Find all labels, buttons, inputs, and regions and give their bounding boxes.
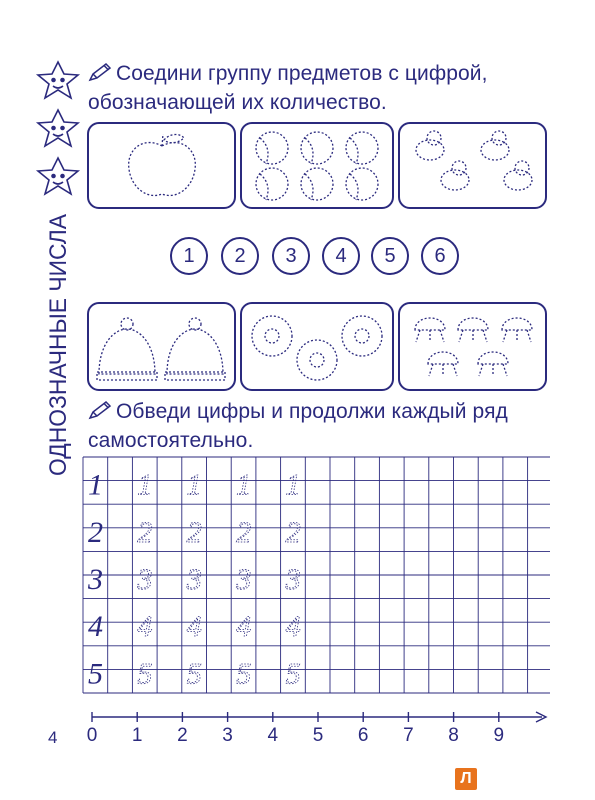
picture-box-apple[interactable]: [87, 122, 236, 209]
number-circle-2[interactable]: 2: [221, 237, 259, 275]
number-line-label: 1: [131, 725, 143, 746]
publisher-logo: Л: [455, 768, 477, 790]
grid-digit-trace: 2: [285, 515, 301, 549]
number-line-label: 0: [86, 725, 98, 746]
grid-digit-trace: 5: [137, 657, 153, 691]
number-line-label: 3: [222, 725, 233, 746]
grid-digit-trace: 4: [285, 610, 301, 644]
grid-digit-trace: 3: [285, 563, 301, 596]
number-circle-6[interactable]: 6: [421, 237, 459, 275]
grid-digit-trace: 4: [137, 610, 153, 644]
number-line-label: 8: [448, 725, 459, 746]
number-circle-3[interactable]: 3: [272, 237, 310, 275]
number-line-label: 2: [177, 725, 188, 746]
side-title-text: ОДНОЗНАЧНЫЕ ЧИСЛА: [45, 210, 72, 476]
apple-icon: [89, 124, 234, 207]
grid-digit-trace: 2: [137, 515, 153, 549]
star-icon: [38, 158, 78, 194]
number-line-label: 6: [357, 725, 369, 746]
picture-box-balls[interactable]: [240, 122, 394, 209]
picture-box-hats[interactable]: [87, 302, 236, 391]
number-line-label: 4: [267, 725, 279, 746]
star-icon: [38, 62, 78, 98]
task1-line2: обозначающей их количество.: [88, 91, 387, 114]
grid-digit-trace: 4: [236, 610, 252, 644]
grid-digit-trace: 2: [186, 515, 202, 549]
grid-digit-sample: 2: [88, 515, 103, 549]
task2-line2: самостоятельно.: [88, 429, 254, 452]
balls-icon: [242, 124, 392, 207]
task2-line1: Обведи цифры и продолжи каждый ряд: [116, 400, 508, 423]
star-icon: [38, 110, 78, 146]
page-number: 4: [48, 728, 58, 747]
picture-box-donuts[interactable]: [240, 302, 394, 391]
grid-digit-trace: 4: [186, 610, 202, 644]
jellyfish-icon: [400, 304, 545, 389]
task2-pencil-icon: [88, 400, 112, 425]
grid-digit-trace: 1: [186, 468, 202, 502]
number-line-label: 5: [312, 725, 324, 746]
grid-digit-trace: 5: [186, 657, 202, 691]
number-circle-5[interactable]: 5: [371, 237, 409, 275]
grid-digit-sample: 3: [88, 563, 103, 596]
grid-digit-trace: 1: [236, 468, 252, 502]
grid-digit-trace: 5: [236, 657, 252, 691]
grid-digit-trace: 3: [186, 563, 202, 596]
grid-digit-sample: 1: [88, 468, 103, 502]
hats-icon: [89, 304, 234, 389]
grid-digit-trace: 3: [137, 563, 153, 596]
side-title: [20, 210, 80, 480]
grid-digit-trace: 5: [285, 657, 301, 691]
task1-line1: Соедини группу предметов с цифрой,: [116, 62, 488, 85]
picture-box-birds[interactable]: [398, 122, 547, 209]
number-line: [80, 705, 555, 750]
star-decorations: [28, 58, 88, 198]
writing-grid[interactable]: [80, 455, 550, 695]
grid-digit-trace: 3: [236, 563, 252, 596]
grid-digit-sample: 5: [88, 657, 103, 691]
picture-box-jellyfish[interactable]: [398, 302, 547, 391]
number-line-label: 7: [403, 725, 414, 746]
grid-digit-trace: 1: [285, 468, 301, 502]
task1-pencil-icon: [88, 62, 112, 87]
donuts-icon: [242, 304, 392, 389]
grid-digit-sample: 4: [88, 610, 103, 644]
number-line-label: 9: [493, 725, 505, 746]
grid-digit-trace: 2: [236, 515, 252, 549]
number-circle-1[interactable]: 1: [170, 237, 208, 275]
birds-icon: [400, 124, 545, 207]
number-circle-4[interactable]: 4: [322, 237, 360, 275]
grid-digit-trace: 1: [137, 468, 153, 502]
